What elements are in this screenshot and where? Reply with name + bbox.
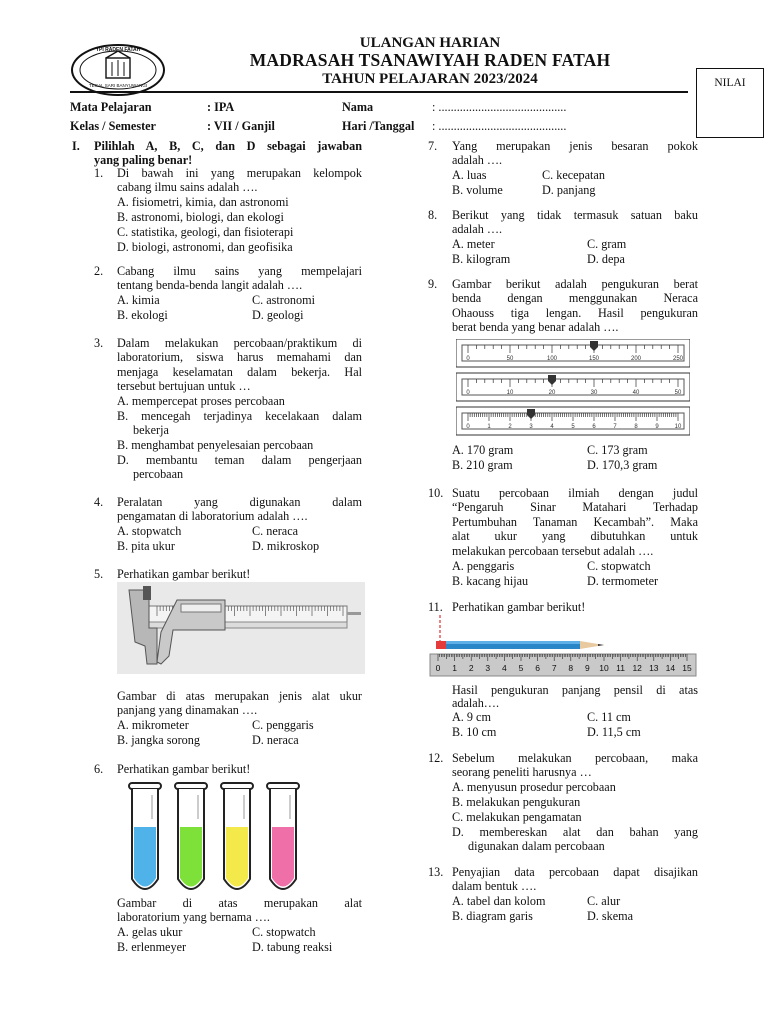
question-number: 4. bbox=[94, 495, 104, 509]
question-text: Gambar di atas merupakan alat bbox=[117, 896, 362, 910]
option-d[interactable]: D. mikroskop bbox=[252, 539, 320, 553]
ruler-tick-label: 0 bbox=[435, 663, 441, 673]
beam-tick-label: 50 bbox=[506, 356, 514, 362]
beam-tick-label: 40 bbox=[632, 390, 640, 396]
rider bbox=[527, 409, 535, 415]
question-text: benda dengan menggunakan Neraca bbox=[452, 291, 698, 305]
triple-beam-balance-image bbox=[456, 339, 690, 439]
option-c[interactable]: C. astronomi bbox=[252, 293, 315, 307]
beam-tick-label: 50 bbox=[674, 390, 682, 396]
option-c[interactable]: C. statistika, geologi, dan fisioterapi bbox=[117, 225, 294, 239]
question-text: Yang merupakan jenis besaran pokok bbox=[452, 139, 698, 153]
ruler-tick-label: 5 bbox=[518, 663, 524, 673]
test-tube bbox=[267, 783, 299, 889]
logo-text-bottom: TEGAL SARI BANYUWANGI bbox=[88, 83, 148, 88]
ruler-tick-label: 11 bbox=[616, 663, 626, 673]
name-label: Nama bbox=[342, 100, 374, 114]
liquid bbox=[226, 827, 248, 887]
question-text: seorang peneliti harusnya … bbox=[452, 765, 592, 779]
question-number: 10. bbox=[428, 486, 444, 500]
beam-tick-label: 30 bbox=[590, 390, 598, 396]
question-text: “Pengaruh Sinar Matahari Terhadap bbox=[452, 500, 698, 514]
question-text: Ohaouss tiga lengan. Hasil pengukuran bbox=[452, 306, 698, 320]
test-tube bbox=[129, 783, 161, 889]
option-d[interactable]: D. termometer bbox=[587, 574, 659, 588]
option-c[interactable]: C. alur bbox=[587, 894, 621, 908]
question-text: pengamatan di laboratorium adalah …. bbox=[117, 509, 308, 523]
option-a[interactable]: A. tabel dan kolom bbox=[452, 894, 546, 908]
question-text: Pertumbuhan Tanaman Kecambah”. Maka bbox=[452, 515, 698, 529]
balance-beam bbox=[456, 407, 690, 435]
option-d[interactable]: D. 11,5 cm bbox=[587, 725, 641, 739]
option-c[interactable]: C. neraca bbox=[252, 524, 299, 538]
beam-tick-label: 1 bbox=[487, 424, 491, 430]
beam-tick-label: 10 bbox=[674, 424, 682, 430]
option-d[interactable]: D. membantu teman dalam pengerjaan bbox=[117, 453, 362, 467]
ruler-tick-label: 10 bbox=[599, 663, 609, 673]
beam-tick-label: 20 bbox=[548, 390, 556, 396]
option-a[interactable]: A. gelas ukur bbox=[117, 925, 183, 939]
test-tubes-image bbox=[125, 779, 365, 899]
vernier-caliper-image bbox=[117, 582, 365, 674]
subject-value: : IPA bbox=[207, 100, 235, 114]
option-d-cont: percobaan bbox=[133, 467, 184, 481]
option-a[interactable]: A. 170 gram bbox=[452, 443, 514, 457]
balance-beam bbox=[456, 373, 690, 401]
date-label: Hari /Tanggal bbox=[342, 119, 415, 133]
pencil bbox=[436, 641, 604, 649]
option-b[interactable]: B. volume bbox=[452, 183, 503, 197]
beam-tick-label: 10 bbox=[506, 390, 514, 396]
header-divider bbox=[70, 91, 688, 93]
question-text: dalam bentuk …. bbox=[452, 879, 537, 893]
question-text: berat benda yang benar adalah …. bbox=[452, 320, 619, 334]
test-tube bbox=[175, 783, 207, 889]
option-a[interactable]: A. mikrometer bbox=[117, 718, 189, 732]
option-a[interactable]: A. mempercepat proses percobaan bbox=[117, 394, 285, 408]
school-name: MADRASAH TSANAWIYAH RADEN FATAH bbox=[249, 50, 611, 70]
question-text: Hasil pengukuran panjang pensil di atas bbox=[452, 683, 698, 697]
question-text: Berikut yang tidak termasuk satuan baku bbox=[452, 208, 698, 222]
option-b[interactable]: B. melakukan pengukuran bbox=[452, 795, 581, 809]
option-d[interactable]: D. depa bbox=[587, 252, 625, 266]
ruler-tick-label: 3 bbox=[485, 663, 491, 673]
option-d[interactable]: D. biologi, astronomi, dan geofisika bbox=[117, 240, 293, 254]
option-d[interactable]: D. geologi bbox=[252, 308, 304, 322]
question-text: Sebelum melakukan percobaan, maka bbox=[452, 751, 698, 765]
option-b[interactable]: B. erlenmeyer bbox=[117, 940, 187, 954]
option-d[interactable]: D. skema bbox=[587, 909, 634, 923]
beam-tick-label: 250 bbox=[672, 356, 684, 362]
beam-tick-label: 2 bbox=[508, 424, 512, 430]
question-text: Peralatan yang digunakan dalam bbox=[117, 495, 362, 509]
option-a[interactable]: A. 9 cm bbox=[452, 710, 491, 724]
rider bbox=[590, 341, 598, 347]
question-number: 1. bbox=[94, 166, 104, 180]
right-column bbox=[428, 139, 698, 1019]
beam-tick-label: 100 bbox=[546, 356, 558, 362]
test-tube bbox=[221, 783, 253, 889]
ruler-tick-label: 4 bbox=[502, 663, 507, 673]
option-b[interactable]: B. jangka sorong bbox=[117, 733, 200, 747]
question-text: Di bawah ini yang merupakan kelompok bbox=[117, 166, 362, 180]
ruler-tick-label: 7 bbox=[551, 663, 557, 673]
question-text: Gambar di atas merupakan jenis alat ukur bbox=[117, 689, 362, 703]
question-number: 13. bbox=[428, 865, 444, 879]
beam-tick-label: 150 bbox=[588, 356, 600, 362]
option-b[interactable]: B. kacang hijau bbox=[452, 574, 529, 588]
section-number: I. bbox=[72, 139, 80, 153]
question-text: tersebut bertujuan untuk … bbox=[117, 379, 251, 393]
academic-year: TAHUN PELAJARAN 2023/2024 bbox=[322, 71, 538, 87]
exam-title: ULANGAN HARIAN bbox=[359, 35, 501, 51]
option-b[interactable]: B. astronomi, biologi, dan ekologi bbox=[117, 210, 284, 224]
class-value: : VII / Ganjil bbox=[207, 119, 275, 133]
option-a[interactable]: A. stopwatch bbox=[117, 524, 182, 538]
option-c[interactable]: C. penggaris bbox=[252, 718, 314, 732]
question-text: Perhatikan gambar berikut! bbox=[117, 762, 251, 776]
logo-text-top: YPI RADEN FATAH bbox=[95, 47, 141, 53]
option-a[interactable]: A. penggaris bbox=[452, 559, 515, 573]
liquid bbox=[272, 827, 294, 887]
pencil-ruler-image bbox=[428, 615, 698, 677]
question-text: alat ukur yang dibutuhkan untuk bbox=[452, 529, 698, 543]
beam-tick-label: 0 bbox=[466, 424, 470, 430]
class-label: Kelas / Semester bbox=[70, 119, 156, 133]
question-number: 3. bbox=[94, 336, 104, 350]
section-instruction: Pilihlah A, B, C, dan D sebagai jawaban bbox=[94, 139, 362, 153]
option-c[interactable]: C. stopwatch bbox=[252, 925, 316, 939]
option-c[interactable]: C. melakukan pengamatan bbox=[452, 810, 582, 824]
option-b[interactable]: B. mencegah terjadinya kecelakaan dalam bbox=[117, 409, 362, 423]
ruler-tick-label: 14 bbox=[665, 663, 676, 673]
beam-tick-label: 4 bbox=[550, 424, 554, 430]
name-field[interactable]: : .......................................... bbox=[432, 100, 567, 114]
ruler-tick-label: 8 bbox=[568, 663, 574, 673]
option-b[interactable]: B. 10 cm bbox=[452, 725, 497, 739]
option-a[interactable]: A. fisiometri, kimia, dan astronomi bbox=[117, 195, 289, 209]
question-number: 6. bbox=[94, 762, 104, 776]
option-a[interactable]: A. menyusun prosedur percobaan bbox=[452, 780, 616, 794]
option-d[interactable]: D. 170,3 gram bbox=[587, 458, 658, 472]
question-text: menjaga keselamatan dalam bekerja. Hal bbox=[117, 365, 362, 379]
option-d[interactable]: D. membereskan alat dan bahan yang bbox=[452, 825, 698, 839]
question-number: 9. bbox=[428, 277, 438, 291]
option-a[interactable]: A. luas bbox=[452, 168, 487, 182]
question-text: adalah …. bbox=[452, 153, 503, 167]
question-number: 2. bbox=[94, 264, 104, 278]
liquid bbox=[134, 827, 156, 887]
question-text: Perhatikan gambar berikut! bbox=[117, 567, 251, 581]
rider bbox=[548, 375, 556, 381]
option-d-cont: digunakan dalam percobaan bbox=[468, 839, 605, 853]
option-c[interactable]: C. 173 gram bbox=[587, 443, 648, 457]
question-number: 11. bbox=[428, 600, 443, 614]
beam-tick-label: 200 bbox=[630, 356, 642, 362]
option-c[interactable]: C. 11 cm bbox=[587, 710, 631, 724]
beam-tick-label: 6 bbox=[592, 424, 596, 430]
question-number: 8. bbox=[428, 208, 438, 222]
option-c[interactable]: C. kecepatan bbox=[542, 168, 605, 182]
score-box[interactable] bbox=[696, 68, 764, 138]
ruler-tick-label: 12 bbox=[632, 663, 642, 673]
beam-tick-label: 0 bbox=[466, 390, 470, 396]
question-text: panjang yang dinamakan …. bbox=[117, 703, 258, 717]
option-d[interactable]: D. panjang bbox=[542, 183, 596, 197]
date-field[interactable]: : .......................................... bbox=[432, 119, 567, 133]
beam-tick-label: 3 bbox=[529, 424, 533, 430]
question-number: 5. bbox=[94, 567, 104, 581]
balance-beam bbox=[456, 339, 690, 367]
question-text: tentang benda-benda langit adalah …. bbox=[117, 278, 303, 292]
ruler-tick-label: 13 bbox=[649, 663, 659, 673]
question-text: adalah…. bbox=[452, 696, 500, 710]
question-number: 7. bbox=[428, 139, 438, 153]
ruler-tick-label: 6 bbox=[535, 663, 540, 673]
question-text: Penyajian data percobaan dapat disajikan bbox=[452, 865, 698, 879]
option-b-cont: bekerja bbox=[133, 423, 169, 437]
option-a[interactable]: A. meter bbox=[452, 237, 495, 251]
option-b[interactable]: B. pita ukur bbox=[117, 539, 175, 553]
option-c[interactable]: B. menghambat penyelesaian percobaan bbox=[117, 438, 314, 452]
question-text: cabang ilmu sains adalah …. bbox=[117, 180, 258, 194]
option-b[interactable]: B. diagram garis bbox=[452, 909, 533, 923]
question-text: adalah …. bbox=[452, 222, 503, 236]
question-text: Dalam melakukan percobaan/praktikum di bbox=[117, 336, 362, 350]
option-b[interactable]: B. ekologi bbox=[117, 308, 168, 322]
question-text: Perhatikan gambar berikut! bbox=[452, 600, 586, 614]
ruler bbox=[430, 654, 696, 676]
left-column bbox=[70, 139, 362, 1019]
section-instruction-2: yang paling benar! bbox=[94, 153, 193, 167]
ruler-tick-label: 15 bbox=[682, 663, 692, 673]
question-text: Gambar berikut adalah pengukuran berat bbox=[452, 277, 698, 291]
beam-tick-label: 9 bbox=[655, 424, 659, 430]
option-d[interactable]: D. tabung reaksi bbox=[252, 940, 333, 954]
question-number: 12. bbox=[428, 751, 444, 765]
beam-tick-label: 0 bbox=[466, 356, 470, 362]
option-c[interactable]: C. gram bbox=[587, 237, 627, 251]
subject-label: Mata Pelajaran bbox=[70, 100, 152, 114]
option-b[interactable]: B. 210 gram bbox=[452, 458, 513, 472]
score-label: NILAI bbox=[714, 77, 746, 89]
beam-tick-label: 8 bbox=[634, 424, 638, 430]
option-b[interactable]: B. kilogram bbox=[452, 252, 511, 266]
beam-tick-label: 7 bbox=[613, 424, 617, 430]
beam-tick-label: 5 bbox=[571, 424, 575, 430]
ruler-tick-label: 1 bbox=[452, 663, 457, 673]
option-c[interactable]: C. stopwatch bbox=[587, 559, 651, 573]
liquid bbox=[180, 827, 202, 887]
question-text: Suatu percobaan ilmiah dengan judul bbox=[452, 486, 698, 500]
question-text: laboratorium yang bernama …. bbox=[117, 910, 270, 924]
option-a[interactable]: A. kimia bbox=[117, 293, 160, 307]
question-text: melakukan percobaan tersebut adalah …. bbox=[452, 544, 654, 558]
question-text: Cabang ilmu sains yang mempelajari bbox=[117, 264, 362, 278]
question-text: laboratorium, siswa harus memahami dan bbox=[117, 350, 362, 364]
ruler-tick-label: 2 bbox=[468, 663, 474, 673]
ruler-tick-label: 9 bbox=[585, 663, 590, 673]
option-d[interactable]: D. neraca bbox=[252, 733, 299, 747]
